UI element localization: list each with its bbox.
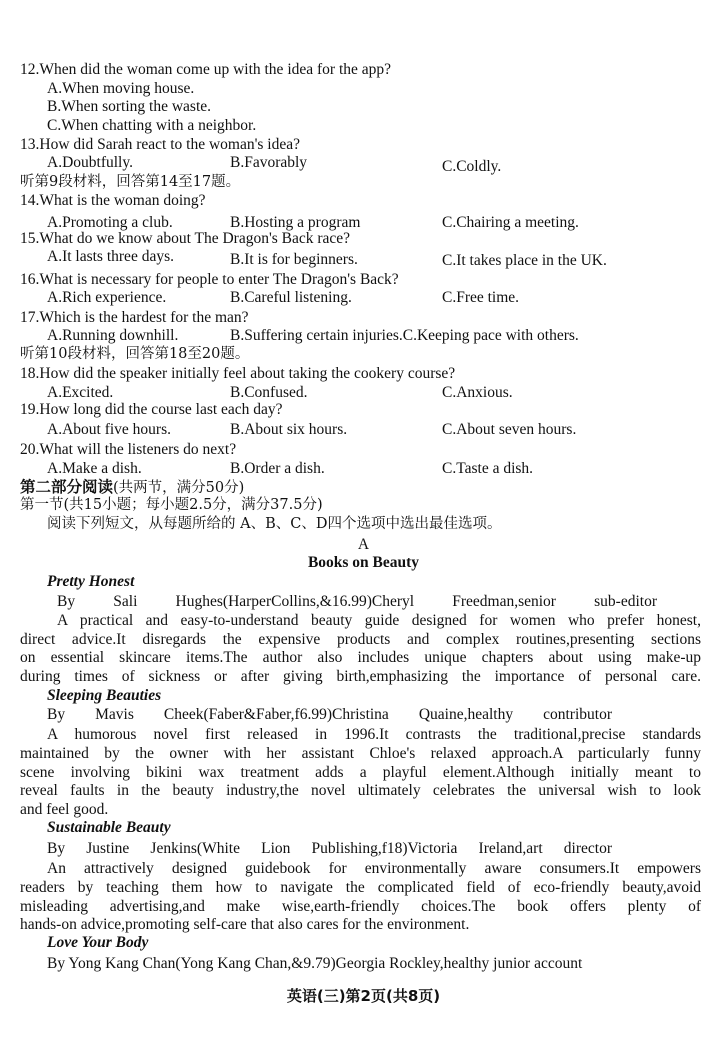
question-16-option-c: C.Free time. [442, 289, 520, 306]
question-18-option-c: C.Anxious. [442, 384, 513, 401]
part-2-title-note: (共两节，满分50分) [113, 480, 245, 496]
question-12-option-b: B.When sorting the waste. [47, 98, 212, 115]
question-18: 18.How did the speaker initially feel about taking the cookery course? [20, 365, 456, 382]
question-19-option-b: B.About six hours. [230, 421, 348, 438]
book-2-byline: By Mavis Cheek(Faber&Faber,f6.99)Christina Quaine,healthy contributor [47, 706, 612, 723]
question-12: 12.When did the woman come up with the idea for the app? [20, 61, 392, 78]
question-19: 19.How long did the course last each day? [20, 401, 283, 418]
page-footer: 英语(三)第2页(共8页) [286, 987, 441, 1005]
question-20: 20.What will the listeners do next? [20, 441, 237, 458]
book-1-line-4: during times of sickness or after giving birth,emphasizing the importance of personal care. [20, 668, 701, 685]
question-17-option-a: A.Running downhill. [47, 327, 179, 344]
question-13-option-b: B.Favorably [230, 154, 308, 171]
question-12-option-a: A.When moving house. [47, 80, 195, 97]
question-15-option-c: C.It takes place in the UK. [442, 252, 607, 269]
question-12-option-c: C.When chatting with a neighbor. [47, 117, 257, 134]
reading-instruction: 阅读下列短文，从每题所给的 A、B、C、D四个选项中选出最佳选项。 [47, 516, 502, 532]
book-3-line-2: readers by teaching them how to navigate the complicated field of eco-friendly beauty,avoid [20, 879, 701, 896]
question-16-option-b: B.Careful listening. [230, 289, 352, 306]
question-13: 13.How did Sarah react to the woman's idea? [20, 136, 300, 153]
book-3-line-3: misleading advertising,and make wise,earth-friendly choices.The book offers plenty of [20, 898, 701, 915]
question-15-option-a: A.It lasts three days. [47, 248, 174, 265]
part-2-heading [20, 477, 701, 498]
book-2-line-4: reveal faults in the beauty industry,the novel ultimately celebrates the universal wish to look [20, 782, 701, 799]
passage-title: Books on Beauty [307, 554, 420, 571]
passage-letter: A [357, 536, 370, 553]
material-10-note: 听第10段材料，回答第18至20题。 [20, 346, 250, 362]
question-14-option-c: C.Chairing a meeting. [442, 214, 579, 231]
book-1-line-1: A practical and easy-to-understand beauty guide designed for women who prefer honest, [57, 612, 701, 629]
question-19-option-c: C.About seven hours. [442, 421, 577, 438]
book-3-title: Sustainable Beauty [47, 819, 171, 836]
question-13-option-c: C.Coldly. [442, 158, 502, 175]
book-3-line-4: hands-on advice,promoting self-care that also cares for the environment. [20, 916, 470, 933]
question-16-option-a: A.Rich experience. [47, 289, 167, 306]
book-1-byline: By Sali Hughes(HarperCollins,&16.99)Cheryl Freedman,senior sub-editor [57, 593, 657, 610]
material-9-note: 听第9段材料，回答第14至17题。 [20, 174, 241, 190]
question-14: 14.What is the woman doing? [20, 192, 206, 209]
book-2-line-2: maintained by the owner with her assistant Chloe's relaxed approach.A particularly funny [20, 745, 701, 762]
book-3-line-1: An attractively designed guidebook for environmentally aware consumers.It empowers [47, 860, 701, 877]
question-14-option-b: B.Hosting a program [230, 214, 361, 231]
book-2-line-5: and feel good. [20, 801, 109, 818]
question-18-option-a: A.Excited. [47, 384, 114, 401]
question-20-option-a: A.Make a dish. [47, 460, 142, 477]
section-1-heading: 第一节(共15小题；每小题2.5分，满分37.5分) [20, 497, 323, 513]
question-17: 17.Which is the hardest for the man? [20, 309, 249, 326]
book-4-byline: By Yong Kang Chan(Yong Kang Chan,&9.79)Georgia Rockley,healthy junior account [47, 955, 583, 972]
book-1-title: Pretty Honest [47, 573, 135, 590]
question-15: 15.What do we know about The Dragon's Back race? [20, 230, 351, 247]
question-20-option-c: C.Taste a dish. [442, 460, 534, 477]
question-15-option-b: B.It is for beginners. [230, 251, 358, 268]
question-14-option-a: A.Promoting a club. [47, 214, 173, 231]
question-18-option-b: B.Confused. [230, 384, 308, 401]
book-2-line-3: scene involving bikini wax treatment adds a playful element.Although initially meant to [20, 764, 701, 781]
question-19-option-a: A.About five hours. [47, 421, 171, 438]
book-4-title: Love Your Body [47, 934, 149, 951]
part-2-title: 第二部分阅读 [20, 477, 114, 496]
book-2-line-1: A humorous novel first released in 1996.It contrasts the traditional,precise standards [47, 726, 701, 743]
question-16: 16.What is necessary for people to enter The Dragon's Back? [20, 271, 399, 288]
question-13-option-a: A.Doubtfully. [47, 154, 133, 171]
book-1-line-2: direct advice.It disregards the expensive products and complex routines,presenting sections [20, 631, 701, 648]
question-20-option-b: B.Order a dish. [230, 460, 325, 477]
book-3-byline: By Justine Jenkins(White Lion Publishing,f18)Victoria Ireland,art director [47, 840, 612, 857]
book-1-line-3: on essential skincare items.The author also includes unique chapters about using make-up [20, 649, 701, 666]
question-17-option-b-c: B.Suffering certain injuries.C.Keeping pace with others. [230, 327, 579, 344]
book-2-title: Sleeping Beauties [47, 687, 162, 704]
